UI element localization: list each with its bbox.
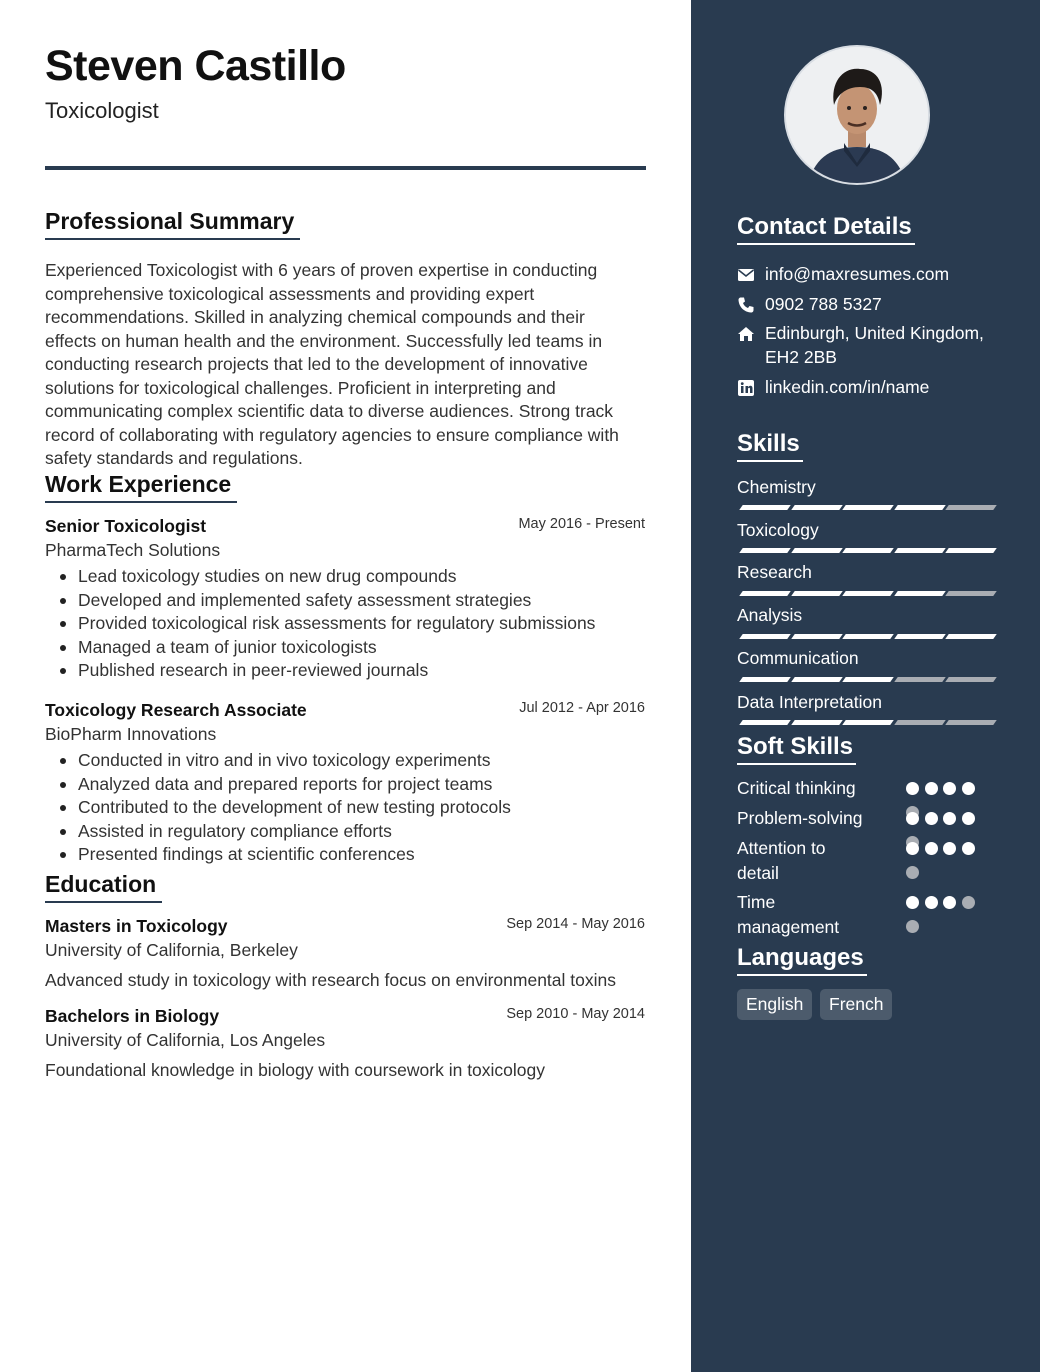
skill-segment-filled [739, 634, 791, 639]
portrait-illustration [786, 47, 928, 183]
soft-skill-name [737, 776, 897, 801]
job-bullet: Presented findings at scientific conferences [78, 843, 511, 867]
language-chip: French [820, 989, 892, 1020]
skill-segment-filled [791, 677, 843, 682]
skill-segment-filled [842, 548, 894, 553]
job-bullet: Published research in peer-reviewed journals [78, 659, 595, 683]
skill-segment-filled [842, 591, 894, 596]
soft-skill-line: Time [737, 892, 776, 912]
education-description: Foundational knowledge in biology with coursework in toxicology [45, 1060, 546, 1080]
contact-linkedin-text: linkedin.com/in/name [765, 377, 930, 397]
soft-skill-name [737, 890, 897, 940]
soft-skill-name [737, 836, 897, 886]
skill-name: Toxicology [737, 520, 819, 540]
job-bullet: Assisted in regulatory compliance efforts [78, 820, 511, 844]
language-chip: English [737, 989, 812, 1020]
rating-dot-filled [906, 896, 919, 909]
rating-dot-filled [925, 896, 938, 909]
rating-dot-filled [943, 782, 956, 795]
summary-line: communicating complex scientific data to diverse audiences. Strong track [45, 401, 614, 421]
rating-dot-filled [906, 812, 919, 825]
contact-heading: Contact Details [737, 213, 915, 245]
job-bullet: Contributed to the development of new testing protocols [78, 796, 511, 820]
skill-meter [737, 591, 995, 598]
skill-segment-filled [739, 677, 791, 682]
rating-dot-filled [943, 842, 956, 855]
header-divider [45, 166, 646, 170]
soft-skill-line: management [737, 917, 840, 937]
rating-dot-filled [962, 782, 975, 795]
skill-segment-filled [842, 505, 894, 510]
skill-segment-empty [945, 720, 997, 725]
soft-skill-line: Critical thinking [737, 778, 856, 798]
summary-line: Experienced Toxicologist with 6 years of proven expertise in conducting [45, 260, 598, 280]
job-bullets [45, 565, 595, 683]
skill-segment-filled [791, 634, 843, 639]
skill-segment-filled [739, 505, 791, 510]
education-dates: Sep 2010 - May 2014 [506, 1006, 645, 1022]
languages-heading: Languages [737, 944, 867, 976]
education-heading: Education [45, 871, 162, 903]
contact-address-text [765, 322, 1010, 369]
summary-line: recommendations. Skilled in analyzing chemical compounds and their [45, 307, 585, 327]
rating-dot-filled [925, 812, 938, 825]
job-company: BioPharm Innovations [45, 724, 217, 744]
skill-name: Research [737, 562, 812, 582]
summary-line: conducting research projects that led to the development of innovative [45, 354, 588, 374]
linkedin-icon [737, 379, 755, 397]
rating-dot-filled [925, 782, 938, 795]
rating-dot-filled [943, 812, 956, 825]
skill-segment-filled [894, 591, 946, 596]
skill-segment-empty [945, 505, 997, 510]
job-bullet: Analyzed data and prepared reports for project teams [78, 773, 511, 797]
rating-dot-filled [906, 842, 919, 855]
skill-name: Analysis [737, 605, 803, 625]
skill-segment-filled [945, 634, 997, 639]
job-bullet: Managed a team of junior toxicologists [78, 636, 595, 660]
skill-segment-empty [894, 677, 946, 682]
rating-dot-filled [943, 896, 956, 909]
summary-text [45, 259, 650, 471]
summary-line: solutions for toxicological challenges. Proficient in interpreting and [45, 377, 556, 398]
skill-segment-empty [945, 591, 997, 596]
skill-segment-filled [791, 548, 843, 553]
skill-segment-filled [791, 720, 843, 725]
job-bullet: Conducted in vitro and in vivo toxicology experiments [78, 749, 511, 773]
profile-photo [784, 45, 930, 185]
degree-title: Masters in Toxicology [45, 916, 228, 936]
job-title: Toxicology Research Associate [45, 700, 307, 720]
skill-segment-filled [739, 548, 791, 553]
sidebar [691, 0, 1040, 1372]
skill-segment-filled [894, 505, 946, 510]
skill-meter [737, 720, 995, 727]
soft-skill-line: detail [737, 863, 779, 883]
rating-dot-filled [962, 812, 975, 825]
school-name: University of California, Berkeley [45, 940, 298, 960]
soft-skill-line: Problem-solving [737, 808, 863, 828]
job-bullet: Lead toxicology studies on new drug compounds [78, 565, 595, 589]
address-line: EH2 2BB [765, 346, 837, 367]
home-icon [737, 325, 755, 343]
skill-segment-filled [894, 548, 946, 553]
experience-heading: Work Experience [45, 471, 237, 503]
summary-line: effects on human health and the environment. Successfully led teams in [45, 330, 603, 351]
skill-segment-filled [739, 720, 791, 725]
envelope-icon [737, 266, 755, 284]
skill-segment-filled [842, 720, 894, 725]
skill-name: Communication [737, 648, 859, 668]
soft-skills-heading: Soft Skills [737, 733, 856, 765]
school-name: University of California, Los Angeles [45, 1030, 326, 1050]
education-dates: Sep 2014 - May 2016 [506, 916, 645, 932]
skill-segment-filled [791, 591, 843, 596]
skill-segment-filled [842, 677, 894, 682]
rating-dot-empty [962, 896, 975, 909]
contact-phone-text: 0902 788 5327 [765, 294, 882, 314]
rating-dot-empty [906, 920, 919, 933]
skill-meter [737, 634, 995, 641]
summary-line: comprehensive toxicological assessments and providing expert [45, 283, 535, 304]
skill-segment-empty [945, 677, 997, 682]
job-dates: Jul 2012 - Apr 2016 [519, 700, 645, 716]
skill-segment-filled [739, 591, 791, 596]
skill-segment-filled [842, 634, 894, 639]
skill-name: Data Interpretation [737, 692, 882, 712]
skill-segment-empty [894, 720, 946, 725]
job-bullet: Provided toxicological risk assessments for regulatory submissions [78, 612, 595, 636]
education-description: Advanced study in toxicology with research focus on environmental toxins [45, 970, 616, 990]
phone-icon [737, 296, 755, 314]
summary-line: safety standards and regulations. [45, 448, 303, 468]
rating-dot-filled [906, 782, 919, 795]
skill-name: Chemistry [737, 477, 816, 497]
job-bullets [45, 749, 511, 867]
summary-heading: Professional Summary [45, 208, 300, 240]
skill-meter [737, 548, 995, 555]
skill-segment-filled [791, 505, 843, 510]
candidate-name: Steven Castillo [45, 42, 346, 90]
skill-meter [737, 505, 995, 512]
job-bullet: Developed and implemented safety assessment strategies [78, 589, 595, 613]
skill-meter [737, 677, 995, 684]
skill-segment-filled [945, 548, 997, 553]
degree-title: Bachelors in Biology [45, 1006, 220, 1026]
job-title: Senior Toxicologist [45, 516, 207, 536]
summary-line: record of collaborating with regulatory agencies to ensure compliance with [45, 424, 619, 445]
skill-segment-filled [894, 634, 946, 639]
soft-skill-line: Attention to [737, 838, 826, 858]
skills-heading: Skills [737, 430, 803, 462]
soft-skill-name [737, 806, 897, 831]
job-company: PharmaTech Solutions [45, 540, 221, 560]
job-dates: May 2016 - Present [518, 516, 645, 532]
rating-dot-filled [925, 842, 938, 855]
rating-dot-empty [906, 866, 919, 879]
contact-email-text: info@maxresumes.com [765, 264, 950, 284]
address-line: Edinburgh, United Kingdom, [765, 323, 984, 343]
candidate-title: Toxicologist [45, 98, 159, 123]
rating-dot-filled [962, 842, 975, 855]
